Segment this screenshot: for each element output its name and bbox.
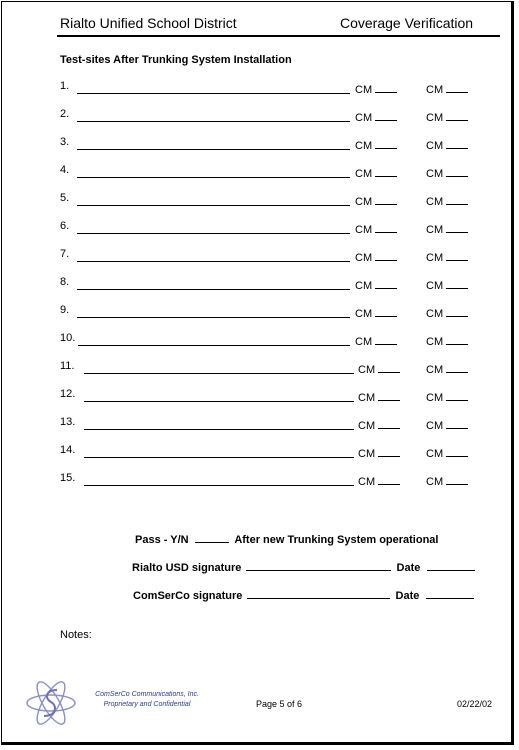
row-number: 6. bbox=[60, 220, 70, 232]
test-site-row bbox=[0, 444, 519, 460]
site-name-blank[interactable] bbox=[77, 149, 350, 150]
cm-field-2 bbox=[426, 388, 468, 404]
comserco-signature-blank[interactable] bbox=[247, 586, 390, 599]
cm-blank[interactable] bbox=[446, 304, 468, 317]
row-number: 7. bbox=[60, 248, 70, 260]
cm-blank[interactable] bbox=[378, 416, 400, 429]
cm-field-2 bbox=[426, 192, 468, 208]
row-number: 8. bbox=[60, 276, 70, 288]
cm-field-1 bbox=[358, 360, 400, 376]
cm-label: CM bbox=[426, 140, 444, 152]
pass-blank[interactable] bbox=[195, 530, 229, 543]
cm-field-2 bbox=[426, 108, 468, 124]
test-site-row bbox=[0, 472, 519, 488]
footer-date: 02/22/02 bbox=[457, 699, 493, 709]
test-site-row bbox=[0, 80, 519, 96]
cm-blank[interactable] bbox=[446, 276, 468, 289]
row-number: 5. bbox=[60, 192, 70, 204]
row-number: 13. bbox=[60, 416, 76, 428]
cm-label: CM bbox=[355, 336, 373, 348]
rialto-signature-blank[interactable] bbox=[246, 558, 391, 571]
cm-field-1 bbox=[358, 416, 400, 432]
cm-blank[interactable] bbox=[446, 80, 468, 93]
row-number: 11. bbox=[60, 360, 75, 372]
cm-field-2 bbox=[426, 332, 468, 348]
rialto-date-label: Date bbox=[396, 562, 421, 574]
cm-label: CM bbox=[426, 224, 444, 236]
site-name-blank[interactable] bbox=[78, 345, 350, 346]
row-number: 15. bbox=[60, 472, 76, 484]
site-name-blank[interactable] bbox=[84, 373, 354, 374]
district-name: Rialto Unified School District bbox=[60, 15, 237, 31]
test-site-row bbox=[0, 192, 519, 208]
cm-field-2 bbox=[426, 136, 468, 152]
site-name-blank[interactable] bbox=[77, 289, 350, 290]
site-name-blank[interactable] bbox=[84, 429, 354, 430]
row-number: 14. bbox=[60, 444, 76, 456]
cm-blank[interactable] bbox=[446, 248, 468, 261]
cm-label: CM bbox=[426, 252, 444, 264]
test-site-row bbox=[0, 388, 519, 404]
cm-blank[interactable] bbox=[375, 220, 397, 233]
cm-label: CM bbox=[358, 476, 376, 488]
section-title: Test-sites After Trunking System Installation bbox=[60, 54, 292, 66]
cm-field-1 bbox=[355, 276, 397, 292]
cm-blank[interactable] bbox=[446, 220, 468, 233]
cm-field-1 bbox=[355, 80, 397, 96]
cm-blank[interactable] bbox=[375, 276, 397, 289]
cm-label: CM bbox=[426, 364, 444, 376]
row-number: 1. bbox=[60, 80, 70, 92]
cm-field-2 bbox=[426, 220, 468, 236]
cm-label: CM bbox=[355, 224, 373, 236]
header-divider bbox=[57, 35, 500, 37]
cm-blank[interactable] bbox=[446, 192, 468, 205]
cm-field-1 bbox=[355, 304, 397, 320]
cm-field-2 bbox=[426, 164, 468, 180]
cm-field-2 bbox=[426, 80, 468, 96]
cm-blank[interactable] bbox=[446, 472, 468, 485]
comserco-date-blank[interactable] bbox=[426, 586, 474, 599]
comserco-signature-field bbox=[133, 586, 474, 602]
comserco-signature-label: ComSerCo signature bbox=[133, 590, 243, 602]
site-name-blank[interactable] bbox=[84, 457, 354, 458]
test-site-row bbox=[0, 248, 519, 264]
cm-blank[interactable] bbox=[378, 444, 400, 457]
row-number: 9. bbox=[60, 304, 70, 316]
cm-blank[interactable] bbox=[446, 332, 468, 345]
cm-field-1 bbox=[355, 332, 397, 348]
cm-field-1 bbox=[355, 136, 397, 152]
cm-label: CM bbox=[426, 420, 444, 432]
cm-label: CM bbox=[426, 392, 444, 404]
cm-field-1 bbox=[358, 472, 400, 488]
cm-label: CM bbox=[426, 476, 444, 488]
cm-field-1 bbox=[355, 248, 397, 264]
test-site-row bbox=[0, 136, 519, 152]
cm-blank[interactable] bbox=[446, 388, 468, 401]
cm-field-1 bbox=[355, 220, 397, 236]
test-site-row bbox=[0, 220, 519, 236]
cm-label: CM bbox=[355, 196, 373, 208]
cm-label: CM bbox=[426, 196, 444, 208]
cm-blank[interactable] bbox=[446, 108, 468, 121]
test-site-row bbox=[0, 360, 519, 376]
comserco-date-label: Date bbox=[395, 590, 420, 602]
site-name-blank[interactable] bbox=[84, 485, 354, 486]
site-name-blank[interactable] bbox=[77, 233, 350, 234]
document-title: Coverage Verification bbox=[340, 15, 474, 31]
site-name-blank[interactable] bbox=[77, 205, 350, 206]
site-name-blank[interactable] bbox=[77, 121, 350, 122]
cm-field-2 bbox=[426, 276, 468, 292]
test-site-row bbox=[0, 416, 519, 432]
rialto-date-blank[interactable] bbox=[427, 558, 475, 571]
test-site-row bbox=[0, 304, 519, 320]
cm-blank[interactable] bbox=[375, 80, 397, 93]
cm-blank[interactable] bbox=[378, 388, 400, 401]
cm-label: CM bbox=[426, 308, 444, 320]
cm-label: CM bbox=[358, 448, 376, 460]
row-number: 12. bbox=[60, 388, 76, 400]
notes-label: Notes: bbox=[60, 629, 92, 641]
test-site-row bbox=[0, 332, 519, 348]
cm-blank[interactable] bbox=[446, 416, 468, 429]
cm-blank[interactable] bbox=[375, 304, 397, 317]
cm-blank[interactable] bbox=[446, 444, 468, 457]
site-name-blank[interactable] bbox=[77, 317, 350, 318]
cm-field-2 bbox=[426, 304, 468, 320]
cm-blank[interactable] bbox=[375, 108, 397, 121]
cm-label: CM bbox=[358, 364, 376, 376]
cm-label: CM bbox=[358, 420, 376, 432]
cm-blank[interactable] bbox=[446, 136, 468, 149]
company-name: ComSerCo Communications, Inc. bbox=[95, 691, 199, 698]
test-site-row bbox=[0, 276, 519, 292]
pass-after-text: After new Trunking System operational bbox=[234, 534, 439, 546]
cm-label: CM bbox=[426, 448, 444, 460]
test-site-row bbox=[0, 164, 519, 180]
cm-blank[interactable] bbox=[446, 360, 468, 373]
rialto-signature-label: Rialto USD signature bbox=[132, 562, 242, 574]
site-name-blank[interactable] bbox=[77, 93, 350, 94]
cm-field-2 bbox=[426, 444, 468, 460]
pass-label: Pass - Y/N bbox=[135, 534, 189, 546]
test-site-row bbox=[0, 108, 519, 124]
cm-label: CM bbox=[355, 252, 373, 264]
cm-field-2 bbox=[426, 248, 468, 264]
site-name-blank[interactable] bbox=[84, 401, 354, 402]
cm-label: CM bbox=[355, 168, 373, 180]
cm-blank[interactable] bbox=[375, 164, 397, 177]
row-number: 2. bbox=[60, 108, 70, 120]
row-number: 10. bbox=[60, 332, 76, 344]
cm-field-2 bbox=[426, 360, 468, 376]
cm-blank[interactable] bbox=[375, 248, 397, 261]
footer-company bbox=[72, 690, 222, 710]
cm-blank[interactable] bbox=[375, 332, 397, 345]
cm-blank[interactable] bbox=[378, 360, 400, 373]
row-number: 4. bbox=[60, 164, 70, 176]
cm-label: CM bbox=[426, 336, 444, 348]
row-number: 3. bbox=[60, 136, 70, 148]
cm-blank[interactable] bbox=[375, 192, 397, 205]
cm-blank[interactable] bbox=[375, 136, 397, 149]
cm-label: CM bbox=[426, 168, 444, 180]
cm-label: CM bbox=[355, 280, 373, 292]
cm-field-1 bbox=[358, 444, 400, 460]
cm-field-1 bbox=[355, 192, 397, 208]
pass-field bbox=[135, 530, 438, 546]
site-name-blank[interactable] bbox=[77, 177, 350, 178]
cm-field-1 bbox=[355, 164, 397, 180]
rialto-signature-field bbox=[132, 558, 475, 574]
cm-label: CM bbox=[355, 308, 373, 320]
site-name-blank[interactable] bbox=[77, 261, 350, 262]
confidential-note: Proprietary and Confidential bbox=[103, 701, 191, 708]
cm-label: CM bbox=[355, 84, 373, 96]
cm-blank[interactable] bbox=[446, 164, 468, 177]
cm-field-2 bbox=[426, 472, 468, 488]
cm-field-2 bbox=[426, 416, 468, 432]
page-number: Page 5 of 6 bbox=[256, 699, 303, 709]
cm-label: CM bbox=[426, 112, 444, 124]
cm-blank[interactable] bbox=[378, 472, 400, 485]
cm-label: CM bbox=[358, 392, 376, 404]
cm-label: CM bbox=[426, 84, 444, 96]
cm-label: CM bbox=[355, 140, 373, 152]
cm-field-1 bbox=[358, 388, 400, 404]
comserco-logo-icon bbox=[24, 676, 78, 730]
cm-field-1 bbox=[355, 108, 397, 124]
cm-label: CM bbox=[355, 112, 373, 124]
cm-label: CM bbox=[426, 280, 444, 292]
